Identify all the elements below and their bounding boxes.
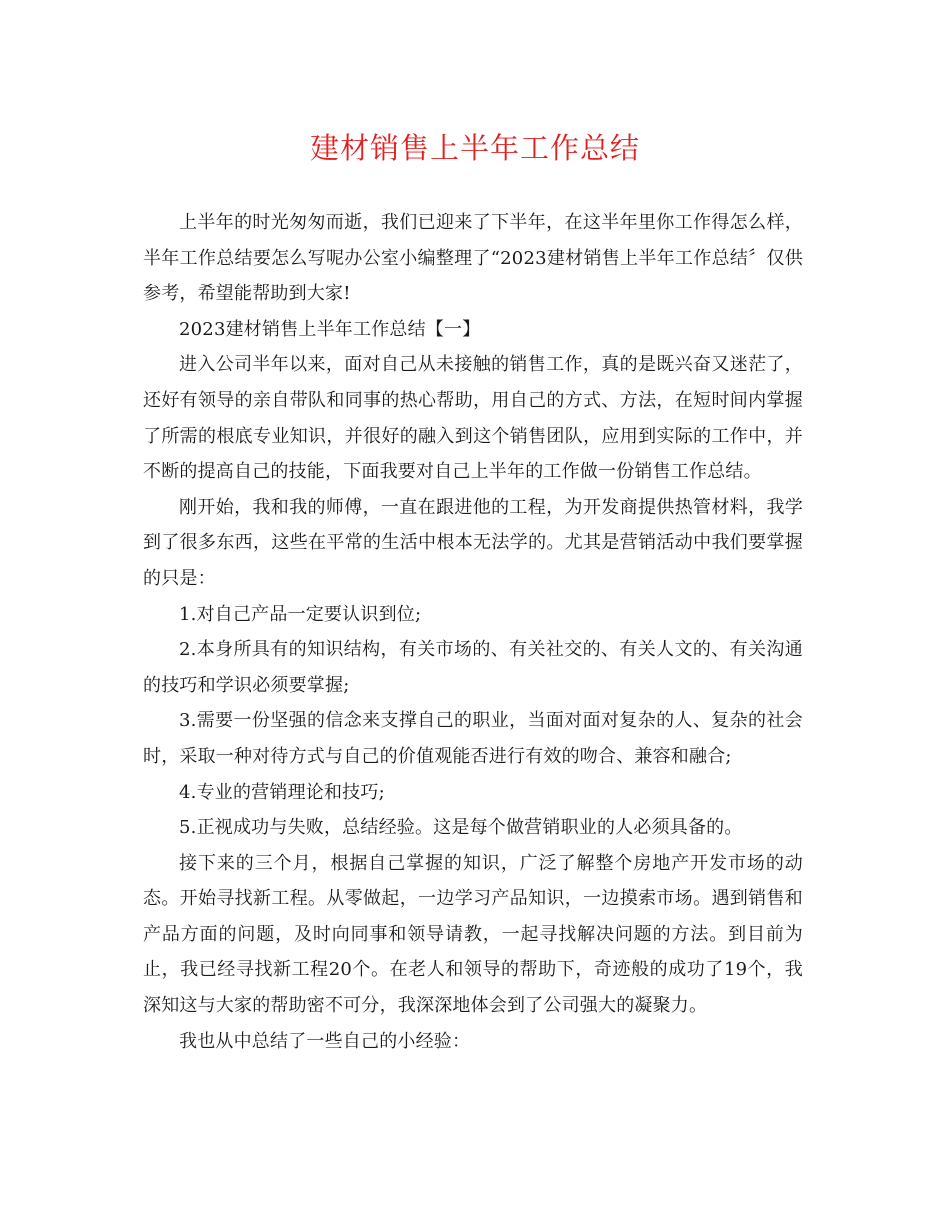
body-paragraph: 我也从中总结了一些自己的小经验： [179,1030,471,1052]
document-body [143,205,803,1059]
list-item: 1.对自己产品一定要认识到位; [179,603,422,625]
list-item: 3.需要一份坚强的信念来支撑自己的职业，当面对面对复杂的人、复杂的社会时，采取一种对待方式与自己的价值观能否进行有效的吻合、兼容和融合; [143,710,803,767]
list-item: 5.正视成功与失败，总结经验。这是每个做营销职业的人必须具备的。 [179,817,743,839]
list-item: 4.专业的营销理论和技巧; [179,781,385,803]
intro-paragraph: 上半年的时光匆匆而逝，我们已迎来了下半年，在这半年里你工作得怎么样，半年工作总结要怎么写呢办公室小编整理了“2023建材销售上半年工作总结〞仅供参考，希望能帮助到大家! [143,212,803,305]
body-paragraph: 进入公司半年以来，面对自己从未接触的销售工作，真的是既兴奋又迷茫了，还好有领导的亲自带队和同事的热心帮助，用自己的方式、方法，在短时间内掌握了所需的根底专业知识，并很好的融入到这个销售团队，应用到实际的工作中，并不断的提高自己的技能，下面我要对自己上半年的工作做一份销售工作总结。 [143,354,803,483]
document-title: 建材销售上半年工作总结 [309,131,640,165]
list-item: 2.本身所具有的知识结构，有关市场的、有关社交的、有关人文的、有关沟通的技巧和学识必须要掌握; [143,639,803,696]
body-paragraph: 刚开始，我和我的师傅，一直在跟进他的工程，为开发商提供热管材料，我学到了很多东西，这些在平常的生活中根本无法学的。尤其是营销活动中我们要掌握的只是： [143,496,803,589]
section-heading: 2023建材销售上半年工作总结【一】 [179,318,481,340]
body-paragraph: 接下来的三个月，根据自己掌握的知识，广泛了解整个房地产开发市场的动态。开始寻找新工程。从零做起，一边学习产品知识，一边摸索市场。遇到销售和产品方面的问题，及时向同事和领导请教，一起寻找解决问题的方法。到目前为止，我已经寻找新工程20个。在老人和领导的帮助下，奇迹般的成功了19个，我深知这与大家的帮助密不可分，我深深地体会到了公司强大的凝聚力。 [143,852,803,1017]
